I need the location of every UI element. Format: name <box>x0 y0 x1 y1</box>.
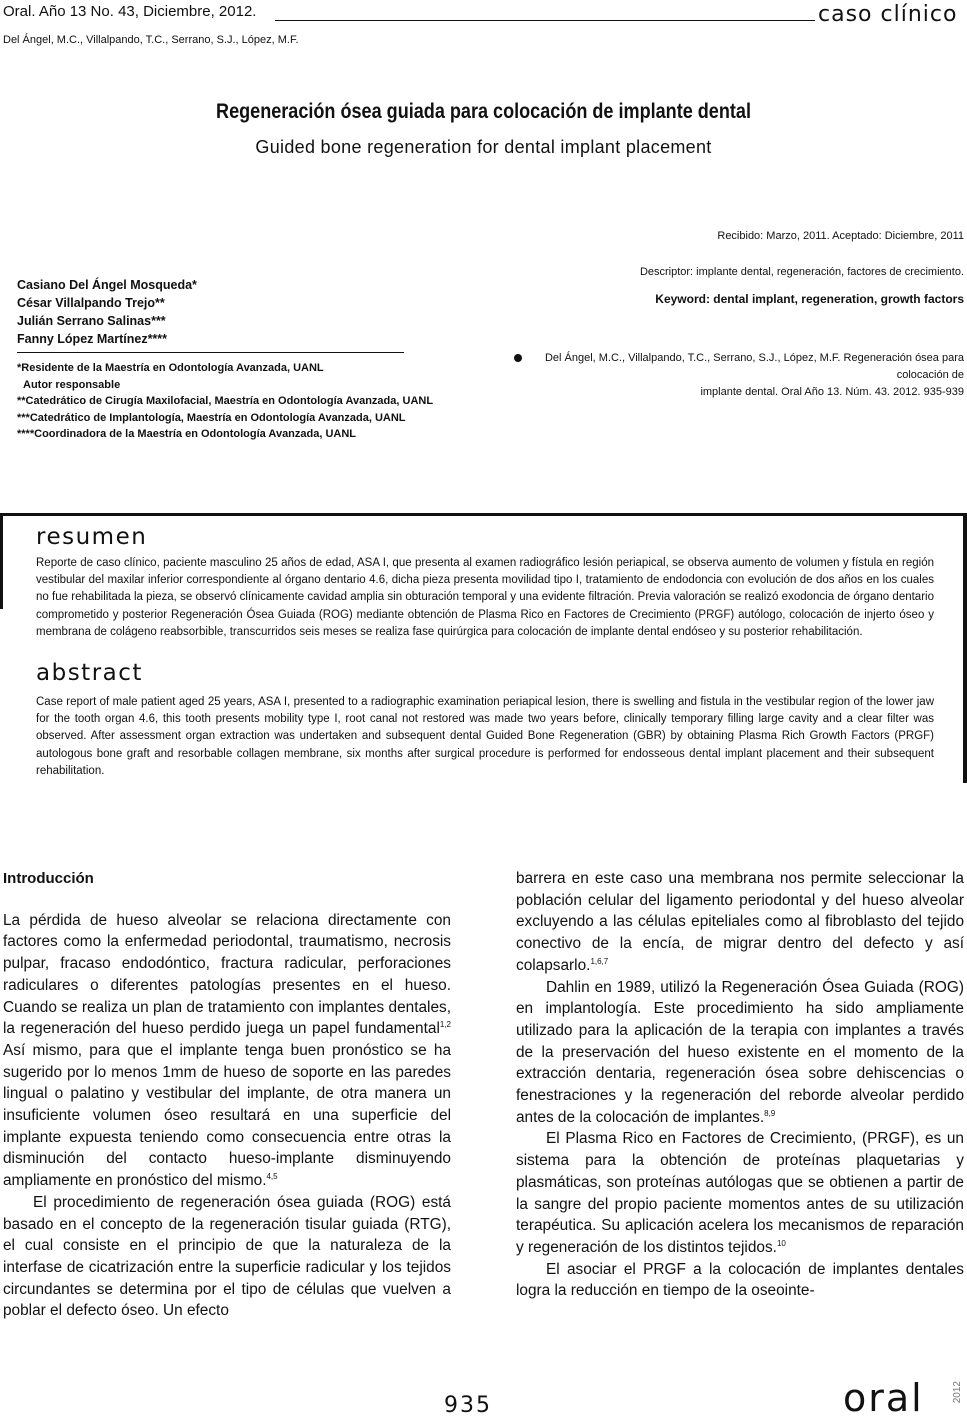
abstract-text: Case report of male patient aged 25 years, ASA I, presented to a radiographic examination periapical lesion, there is swelling and fistula in the vestibular region of the lower jaw for the tooth organ 4.6, this tooth presents mobility type I, root canal not restored was made two years before, clinically temporary filling large cavity and a clear filter was observed. After assessment organ extraction was undertaken and subsequent dental Guided Bone Regeneration (GBR) by obtaining Plasma Rich Growth Factors (PRGF) autologous bone graft and resorbable collagen membrane, six months after surgical procedure is performed for endosseous dental implant placement and their subsequent rehabilitation. <box>36 696 934 777</box>
citation <box>544 350 964 401</box>
journal-logo: oral <box>843 1376 924 1420</box>
reference: 1,6,7 <box>590 956 609 966</box>
author: Fanny López Martínez**** <box>17 332 168 346</box>
body-column-right <box>516 868 964 1302</box>
body-column-left <box>3 868 451 1322</box>
affiliation: **Catedrático de Cirugía Maxilofacial, Maestría en Odontología Avanzada, UANL <box>17 395 434 407</box>
article-subtitle: Guided bone regeneration for dental implant placement <box>255 137 712 157</box>
paragraph: La pérdida de hueso alveolar se relaciona directamente con factores como la enfermedad periodontal, traumatismo, necrosis pulpar, fracaso endodóntico, fractura radicular, perforaciones radiculares o diferentes patologías presentes en el hueso. Cuando se realiza un plan de tratamiento con implantes dentales, la regeneración del hueso perdido juega un papel fundamental$^{1,2}$ Así mismo, para que el implante tenga buen pronóstico se ha sugerido por lo menos 1mm de hueso de soporte en las paredes lingual o palatino y vestibular del implante, de otra manera un insuficiente volumen óseo resultará en una superficie del implante expuesta teniendo como consecuencia entre otras la disminución del contacto hueso-implante disminuyendo ampliamente en pronóstico del mismo.$^{4,5}$ <box>3 911 451 1190</box>
abstract-box-right-border <box>963 513 967 783</box>
section-heading: Introducción <box>3 870 94 887</box>
resumen-heading: resumen <box>36 524 148 550</box>
abstract-heading: abstract <box>36 660 143 686</box>
keywords: Keyword: dental implant, regeneration, growth factors <box>655 292 964 306</box>
author: César Villalpando Trejo** <box>17 296 165 310</box>
author: Casiano Del Ángel Mosqueda* <box>17 278 197 292</box>
section-label: caso clínico <box>818 2 958 27</box>
article-title: Regeneración ósea guiada para colocación de implante dental <box>216 100 751 123</box>
resumen-text: Reporte de caso clínico, paciente masculino 25 años de edad, ASA I, que presenta al examen radiográfico lesión periapical, se observa aumento de volumen y fístula en región vestibular del maxilar inferior correspondiente al órgano dentario 4.6, dicha pieza presenta movilidad tipo I, tratamiento de endodoncia con evolución de dos años en los cuales no fue rehabilitada la pieza, se observó clínicamente cavidad amplia sin obturación temporal y una evidente filtración. Previa valoración se realizó exodoncia de órgano dentario comprometido y posterior Regeneración Ósea Guiada (ROG) mediante obtención de Plasma Rico en Factores de Crecimiento (PRGF) autólogo, colocación de injerto óseo y membrana de colágeno reabsorbible, transcurridos seis meses se realiza fase quirúrgica para colocación de implante dental endóseo y su posterior rehabilitación. <box>36 557 934 638</box>
affiliation: *Residente de la Maestría en Odontología Avanzada, UANL <box>17 362 324 374</box>
reference: 1,2 <box>439 1020 451 1030</box>
paragraph: Dahlin en 1989, utilizó la Regeneración Ósea Guiada (ROG) en implantología. Este procedimiento ha sido ampliamente utilizado para la aplicación de la terapia con implantes a través de la preservación del hueso existente en el momento de la extracción dentaria, regeneración ósea sobre dehiscencias o fenestraciones y la regeneración del reborde alveolar perdido antes de la colocación de implantes.$^{8,9}$ <box>516 978 964 1126</box>
bullet-icon <box>514 354 522 362</box>
paragraph: El asociar el PRGF a la colocación de implantes dentales logra la reducción en tiempo de la oseointe- <box>516 1260 964 1300</box>
logo-year: 2012 <box>952 1381 963 1404</box>
author: Julián Serrano Salinas*** <box>17 314 166 328</box>
citation-line: Del Ángel, M.C., Villalpando, T.C., Serrano, S.J., López, M.F. Regeneración ósea para colocación de <box>544 352 964 381</box>
page-number: 935 <box>444 1393 492 1418</box>
journal-header: Oral. Año 13 No. 43, Diciembre, 2012. <box>3 3 257 20</box>
header-rule <box>275 20 815 21</box>
descriptor: Descriptor: implante dental, regeneración, factores de crecimiento. <box>639 266 964 278</box>
reference: 8,9 <box>764 1108 776 1118</box>
citation-line: implante dental. Oral Año 13. Núm. 43. 2012. 935-939 <box>700 386 964 398</box>
affiliation-list <box>17 360 433 443</box>
reference: 10 <box>776 1238 786 1248</box>
paragraph: barrera en este caso una membrana nos permite seleccionar la población celular del ligamento periodontal y del hueso alveolar excluyendo a las células epiteliales como al fibroblasto del tejido conectivo de la encía, de migrar dentro del defecto y así colapsarlo.$^{1,6,7}$ <box>516 870 964 974</box>
reference: 4,5 <box>266 1172 278 1182</box>
abstract-box-top-border <box>0 513 967 516</box>
author-list <box>17 276 197 348</box>
running-authors: Del Ángel, M.C., Villalpando, T.C., Serrano, S.J., López, M.F. <box>3 34 299 46</box>
received-dates: Recibido: Marzo, 2011. Aceptado: Diciembre, 2011 <box>717 230 964 242</box>
affiliation: ***Catedrático de Implantología, Maestría en Odontología Avanzada, UANL <box>17 411 406 424</box>
paragraph: El procedimiento de regeneración ósea guiada (ROG) está basado en el concepto de la regeneración tisular guiada (RTG), el cual consiste en el principio de que la naturaleza de la interfase de cicatrización entre la superficie radicular y los tejidos circundantes se determina por el tipo de células que vuelven a poblar el defecto óseo. Un efecto <box>3 1193 451 1320</box>
affiliation: ****Coordinadora de la Maestría en Odontología Avanzada, UANL <box>17 428 357 440</box>
abstract-box-left-border <box>0 513 3 609</box>
affiliation: Autor responsable <box>23 378 121 391</box>
paragraph: El Plasma Rico en Factores de Crecimiento, (PRGF), es un sistema para la obtención de proteínas plaquetarias y plasmáticas, son proteínas autólogas que se obtienen a partir de la sangre del propio paciente momentos antes de su utilización terapéutica. Su aplicación acelera los mecanismos de reparación y regeneración de los distintos tejidos.$^{10}$ <box>516 1130 964 1256</box>
authors-divider <box>17 352 404 353</box>
